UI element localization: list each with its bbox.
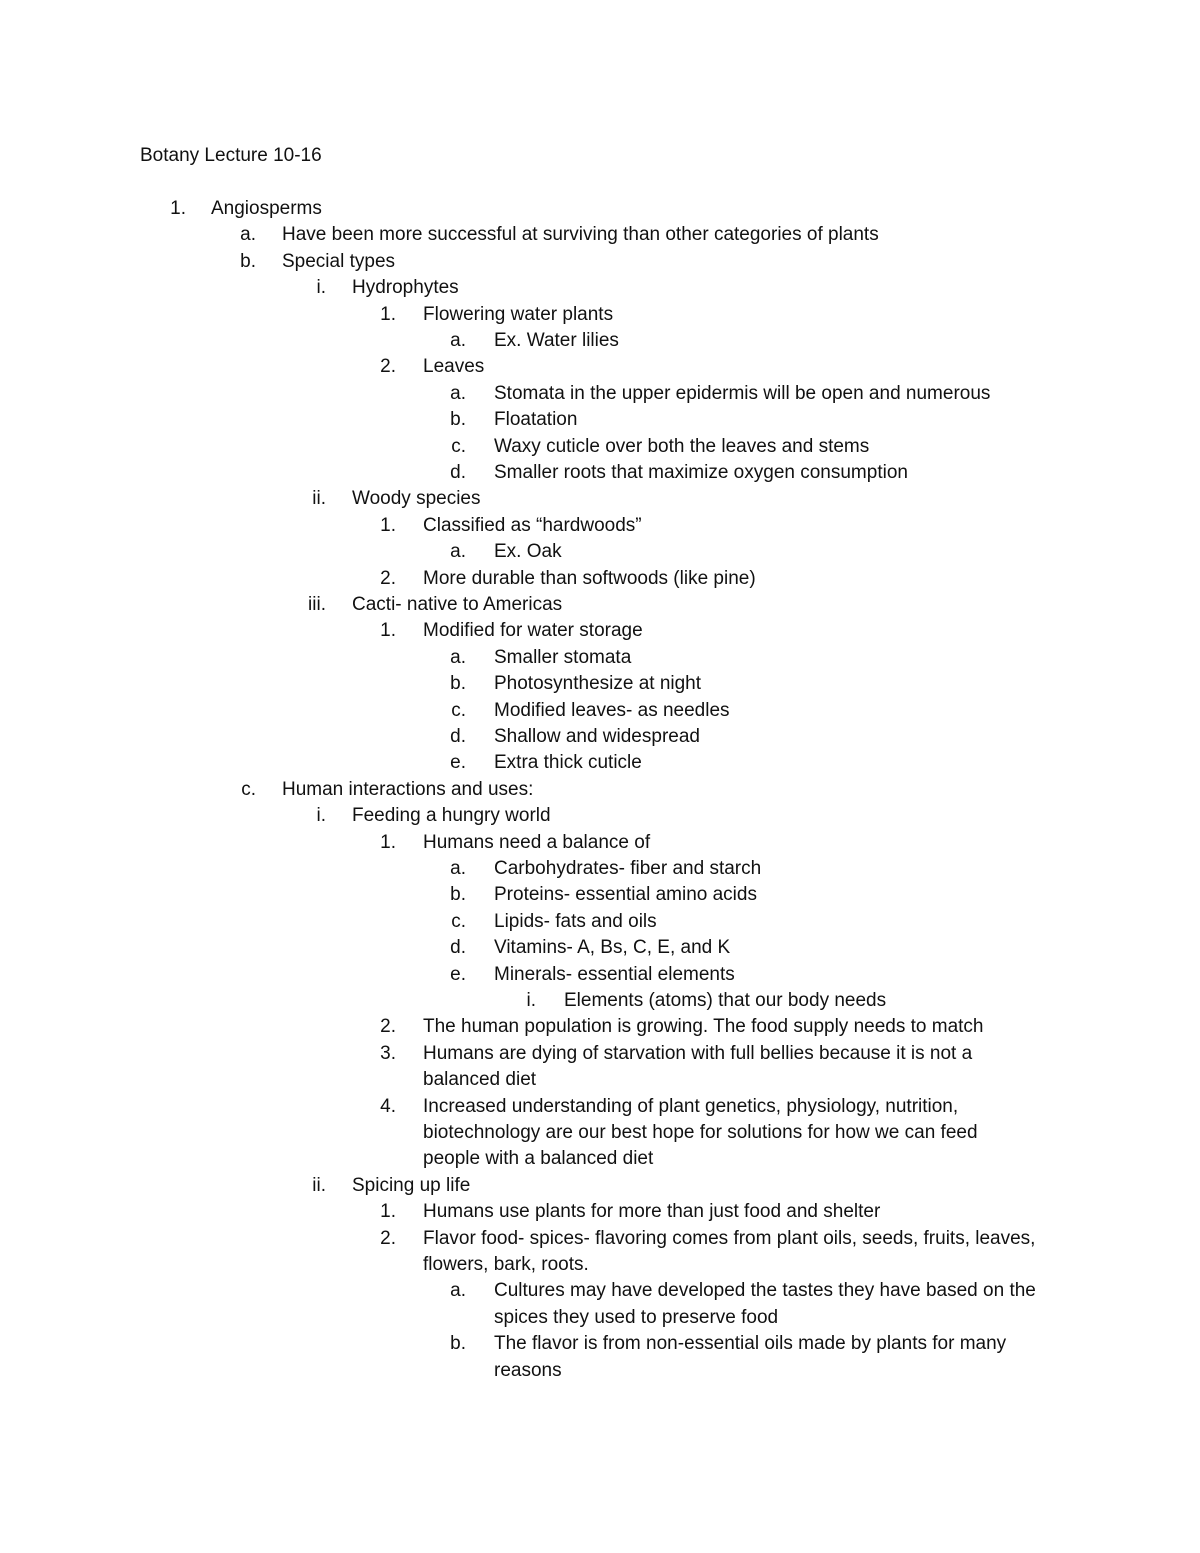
list-marker: ii. bbox=[312, 488, 326, 509]
list-item-text: Lipids- fats and oils bbox=[494, 911, 657, 932]
list-item bbox=[0, 275, 1200, 301]
list-marker: a. bbox=[450, 541, 466, 562]
list-marker: 1. bbox=[380, 1201, 396, 1222]
list-item bbox=[0, 645, 1200, 671]
list-item-text: More durable than softwoods (like pine) bbox=[423, 568, 756, 589]
list-marker: b. bbox=[450, 1333, 466, 1354]
list-item-text: Humans need a balance of bbox=[423, 832, 651, 853]
list-item bbox=[0, 1094, 1200, 1120]
list-marker: c. bbox=[241, 779, 256, 800]
list-marker: b. bbox=[450, 673, 466, 694]
list-marker: i. bbox=[526, 990, 536, 1011]
list-marker: b. bbox=[240, 251, 256, 272]
list-item bbox=[0, 513, 1200, 539]
list-marker: a. bbox=[450, 647, 466, 668]
list-item-continuation bbox=[0, 1067, 1200, 1093]
list-item-continuation bbox=[0, 1120, 1200, 1146]
list-item-text: Humans use plants for more than just food and shelter bbox=[423, 1201, 881, 1222]
list-marker: i. bbox=[316, 277, 326, 298]
list-item bbox=[0, 671, 1200, 697]
list-item-text: biotechnology are our best hope for solutions for how we can feed bbox=[423, 1122, 978, 1143]
list-item-text: Shallow and widespread bbox=[494, 726, 700, 747]
list-item-text: Smaller roots that maximize oxygen consumption bbox=[494, 462, 908, 483]
list-marker: d. bbox=[450, 937, 466, 958]
list-item-text: Special types bbox=[282, 251, 396, 272]
list-item-text: Minerals- essential elements bbox=[494, 964, 735, 985]
list-marker: a. bbox=[450, 383, 466, 404]
list-item bbox=[0, 1331, 1200, 1357]
list-item-text: Carbohydrates- fiber and starch bbox=[494, 858, 762, 879]
list-marker: 1. bbox=[380, 620, 396, 641]
list-item bbox=[0, 909, 1200, 935]
list-item bbox=[0, 222, 1200, 248]
list-marker: c. bbox=[451, 911, 466, 932]
list-marker: d. bbox=[450, 726, 466, 747]
list-item-text: Angiosperms bbox=[211, 198, 322, 219]
list-item-text: Human interactions and uses: bbox=[282, 779, 534, 800]
list-item bbox=[0, 1173, 1200, 1199]
list-item-text: Extra thick cuticle bbox=[494, 752, 642, 773]
list-item bbox=[0, 566, 1200, 592]
list-item bbox=[0, 803, 1200, 829]
list-marker: 1. bbox=[380, 832, 396, 853]
list-marker: i. bbox=[316, 805, 326, 826]
list-marker: 2. bbox=[380, 568, 396, 589]
list-item bbox=[0, 935, 1200, 961]
list-item-text: people with a balanced diet bbox=[423, 1148, 654, 1169]
list-item-text: Photosynthesize at night bbox=[494, 673, 702, 694]
list-marker: a. bbox=[240, 224, 256, 245]
list-item-text: Elements (atoms) that our body needs bbox=[564, 990, 887, 1011]
list-item-text: Classified as “hardwoods” bbox=[423, 515, 642, 536]
list-item-text: Proteins- essential amino acids bbox=[494, 884, 757, 905]
list-marker: iii. bbox=[308, 594, 326, 615]
list-item-text: Spicing up life bbox=[352, 1175, 471, 1196]
list-item bbox=[0, 988, 1200, 1014]
list-item-text: Cacti- native to Americas bbox=[352, 594, 563, 615]
list-marker: b. bbox=[450, 884, 466, 905]
list-item bbox=[0, 381, 1200, 407]
list-item bbox=[0, 618, 1200, 644]
list-item bbox=[0, 750, 1200, 776]
list-item bbox=[0, 1278, 1200, 1304]
list-item-text: Modified leaves- as needles bbox=[494, 700, 730, 721]
list-item-text: balanced diet bbox=[423, 1069, 537, 1090]
list-marker: 2. bbox=[380, 1228, 396, 1249]
list-item bbox=[0, 1199, 1200, 1225]
list-item-text: Floatation bbox=[494, 409, 578, 430]
list-item bbox=[0, 777, 1200, 803]
list-marker: 1. bbox=[380, 515, 396, 536]
list-item-text: Modified for water storage bbox=[423, 620, 643, 641]
list-item-continuation bbox=[0, 1358, 1200, 1384]
list-item-text: The flavor is from non-essential oils made by plants for many bbox=[494, 1333, 1007, 1354]
document-title: Botany Lecture 10-16 bbox=[140, 145, 322, 166]
list-item bbox=[0, 1041, 1200, 1067]
list-item-continuation bbox=[0, 1305, 1200, 1331]
list-item-text: Waxy cuticle over both the leaves and stems bbox=[494, 436, 870, 457]
list-item bbox=[0, 830, 1200, 856]
list-item bbox=[0, 592, 1200, 618]
list-item-text: flowers, bark, roots. bbox=[423, 1254, 589, 1275]
list-item-text: Cultures may have developed the tastes they have based on the bbox=[494, 1280, 1036, 1301]
list-marker: e. bbox=[450, 964, 466, 985]
list-item bbox=[0, 354, 1200, 380]
list-marker: ii. bbox=[312, 1175, 326, 1196]
list-marker: d. bbox=[450, 462, 466, 483]
list-item bbox=[0, 249, 1200, 275]
list-item-text: Stomata in the upper epidermis will be open and numerous bbox=[494, 383, 991, 404]
list-item-text: Feeding a hungry world bbox=[352, 805, 551, 826]
list-item bbox=[0, 856, 1200, 882]
list-item bbox=[0, 724, 1200, 750]
list-item-continuation bbox=[0, 1146, 1200, 1172]
list-item bbox=[0, 407, 1200, 433]
list-marker: b. bbox=[450, 409, 466, 430]
list-item bbox=[0, 328, 1200, 354]
list-item-text: Flavor food- spices- flavoring comes from plant oils, seeds, fruits, leaves, bbox=[423, 1228, 1036, 1249]
list-item-text: Flowering water plants bbox=[423, 304, 614, 325]
list-item bbox=[0, 460, 1200, 486]
list-marker: c. bbox=[451, 700, 466, 721]
list-marker: 1. bbox=[380, 304, 396, 325]
list-item bbox=[0, 486, 1200, 512]
list-marker: a. bbox=[450, 330, 466, 351]
list-marker: 2. bbox=[380, 1016, 396, 1037]
list-item-text: Woody species bbox=[352, 488, 481, 509]
list-item-text: Ex. Water lilies bbox=[494, 330, 619, 351]
list-item-text: Smaller stomata bbox=[494, 647, 632, 668]
list-item bbox=[0, 434, 1200, 460]
list-item-text: Have been more successful at surviving than other categories of plants bbox=[282, 224, 879, 245]
list-item bbox=[0, 302, 1200, 328]
list-item bbox=[0, 1014, 1200, 1040]
list-item-text: Hydrophytes bbox=[352, 277, 459, 298]
list-marker: a. bbox=[450, 858, 466, 879]
list-item-text: The human population is growing. The food supply needs to match bbox=[423, 1016, 984, 1037]
list-marker: 3. bbox=[380, 1043, 396, 1064]
list-marker: 2. bbox=[380, 356, 396, 377]
list-item-text: spices they used to preserve food bbox=[494, 1307, 779, 1328]
list-item-text: Increased understanding of plant genetics, physiology, nutrition, bbox=[423, 1096, 959, 1117]
list-item-continuation bbox=[0, 1252, 1200, 1278]
list-marker: 4. bbox=[380, 1096, 396, 1117]
list-marker: a. bbox=[450, 1280, 466, 1301]
list-marker: c. bbox=[451, 436, 466, 457]
list-item-text: Ex. Oak bbox=[494, 541, 562, 562]
list-marker: 1. bbox=[170, 198, 186, 219]
list-item bbox=[0, 196, 1200, 222]
list-item bbox=[0, 539, 1200, 565]
list-item bbox=[0, 882, 1200, 908]
list-item bbox=[0, 1226, 1200, 1252]
list-item-text: Humans are dying of starvation with full bellies because it is not a bbox=[423, 1043, 973, 1064]
list-marker: e. bbox=[450, 752, 466, 773]
list-item-text: Vitamins- A, Bs, C, E, and K bbox=[494, 937, 731, 958]
list-item-text: reasons bbox=[494, 1360, 562, 1381]
list-item bbox=[0, 698, 1200, 724]
list-item-text: Leaves bbox=[423, 356, 485, 377]
list-item bbox=[0, 962, 1200, 988]
